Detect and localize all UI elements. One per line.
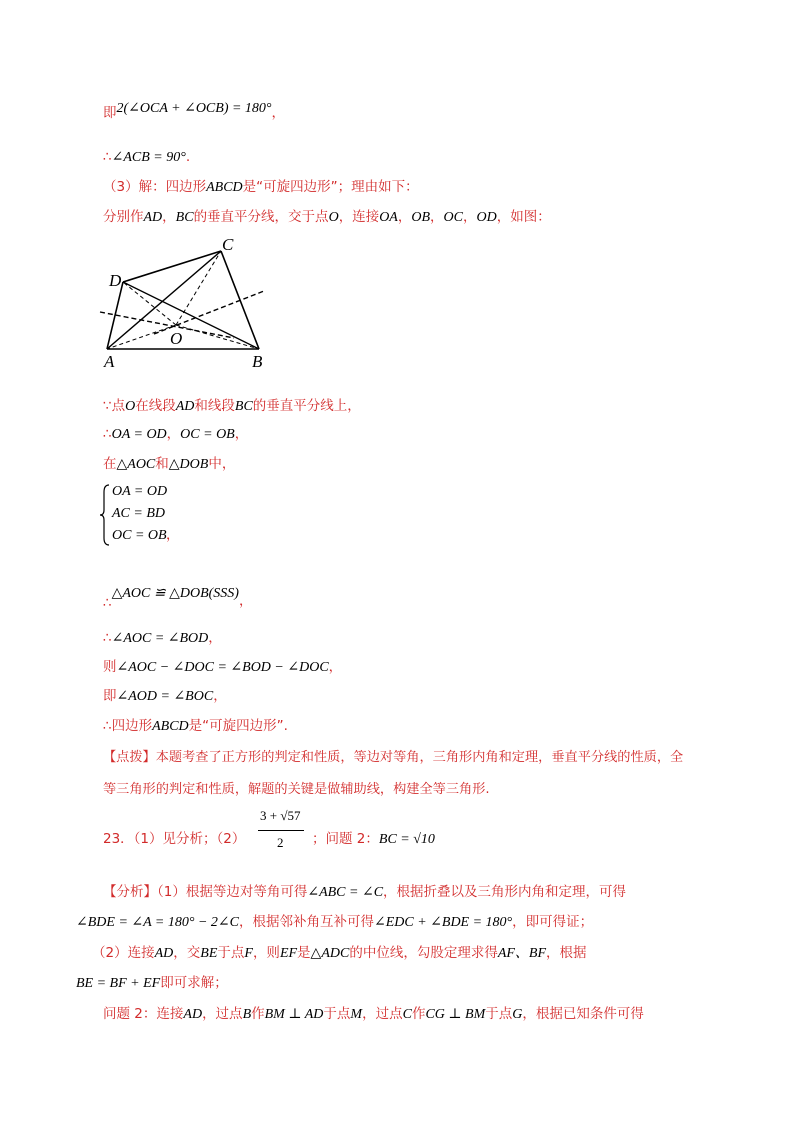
- quadrilateral-figure: [94, 234, 274, 372]
- system-eq-2: AC = BD: [112, 506, 165, 521]
- side-cd: [123, 251, 221, 282]
- answer-23-tail: ；问题 2：BC = √10: [312, 831, 435, 847]
- analysis-line-2: ∠BDE = ∠A = 180° − 2∠C，根据邻补角互补可得∠EDC + ∠BDE = 180°，即可得证；: [76, 914, 594, 930]
- line-3: （3）解：四边形ABCD是“可旋四边形”；理由如下：: [103, 179, 419, 195]
- line-4: 分别作AD，BC的垂直平分线，交于点O，连接OA，OB，OC，OD，如图：: [103, 209, 551, 225]
- bisector-bc: [154, 291, 264, 334]
- line-1: 即2(∠OCA + ∠OCB) = 180°，: [103, 101, 286, 121]
- answer-23: 23．（1）见分析；（2）: [103, 831, 246, 847]
- line-12: ∴四边形ABCD是“可旋四边形”.: [103, 718, 288, 734]
- segment-oa: [107, 325, 176, 349]
- system-eq-1: OA = OD: [112, 484, 168, 499]
- label-d: D: [109, 271, 122, 290]
- line-8: ∴△AOC ≌ △DOB(SSS)，: [103, 586, 253, 611]
- line-11: 即∠AOD = ∠BOC，: [103, 688, 227, 704]
- analysis-line-4: BE = BF + EF即可求解；: [76, 975, 228, 991]
- brace-icon: [100, 484, 110, 546]
- analysis-line-1: 【分析】（1）根据等边对等角可得∠ABC = ∠C，根据折叠以及三角形内角和定理，可得: [103, 884, 627, 900]
- bisector-ad: [100, 312, 234, 338]
- system-eq-3: OC = OB: [112, 528, 167, 543]
- line-6: ∴OA = OD，OC = OB，: [103, 426, 249, 442]
- hint-line-1: 【点拨】本题考查了正方形的判定和性质，等边对等角，三角形内角和定理，垂直平分线的性质，全: [103, 750, 684, 765]
- line-10: 则∠AOC − ∠DOC = ∠BOD − ∠DOC，: [103, 659, 343, 675]
- fraction: [258, 808, 306, 852]
- fraction-numerator: 3 + √57: [260, 808, 301, 823]
- line-7: 在△AOC和△DOB中，: [103, 456, 236, 472]
- analysis-line-5: 问题 2：连接AD，过点B作BM ⊥ AD于点M，过点C作CG ⊥ BM于点G，根据已知条件可得: [103, 1006, 644, 1022]
- math-expr: 2(∠OCA + ∠OCB) = 180°: [116, 101, 272, 116]
- label-a: A: [104, 352, 115, 371]
- line-9: ∴∠AOC = ∠BOD，: [103, 630, 222, 646]
- math-expr: ABCD: [206, 180, 243, 195]
- label-o: O: [170, 329, 183, 348]
- diagonal-bd: [123, 282, 259, 349]
- analysis-line-3: （2）连接AD，交BE于点F，则EF是△ADC的中位线，勾股定理求得AF、BF，根据: [92, 945, 587, 961]
- math-expr: ∠ACB = 90°: [111, 150, 186, 165]
- diagonal-ac: [107, 251, 221, 349]
- label-c: C: [222, 235, 234, 254]
- fraction-bar: [258, 830, 304, 831]
- system-suffix: ，: [166, 527, 180, 543]
- label-b: B: [252, 352, 263, 371]
- line-5: ∵点O在线段AD和线段BC的垂直平分线上，: [103, 398, 361, 414]
- hint-line-2: 等三角形的判定和性质，解题的关键是做辅助线，构建全等三角形.: [103, 782, 490, 797]
- fraction-denominator: 2: [277, 835, 284, 850]
- segment-oc: [176, 251, 221, 325]
- line-2: ∴∠ACB = 90°.: [103, 149, 191, 165]
